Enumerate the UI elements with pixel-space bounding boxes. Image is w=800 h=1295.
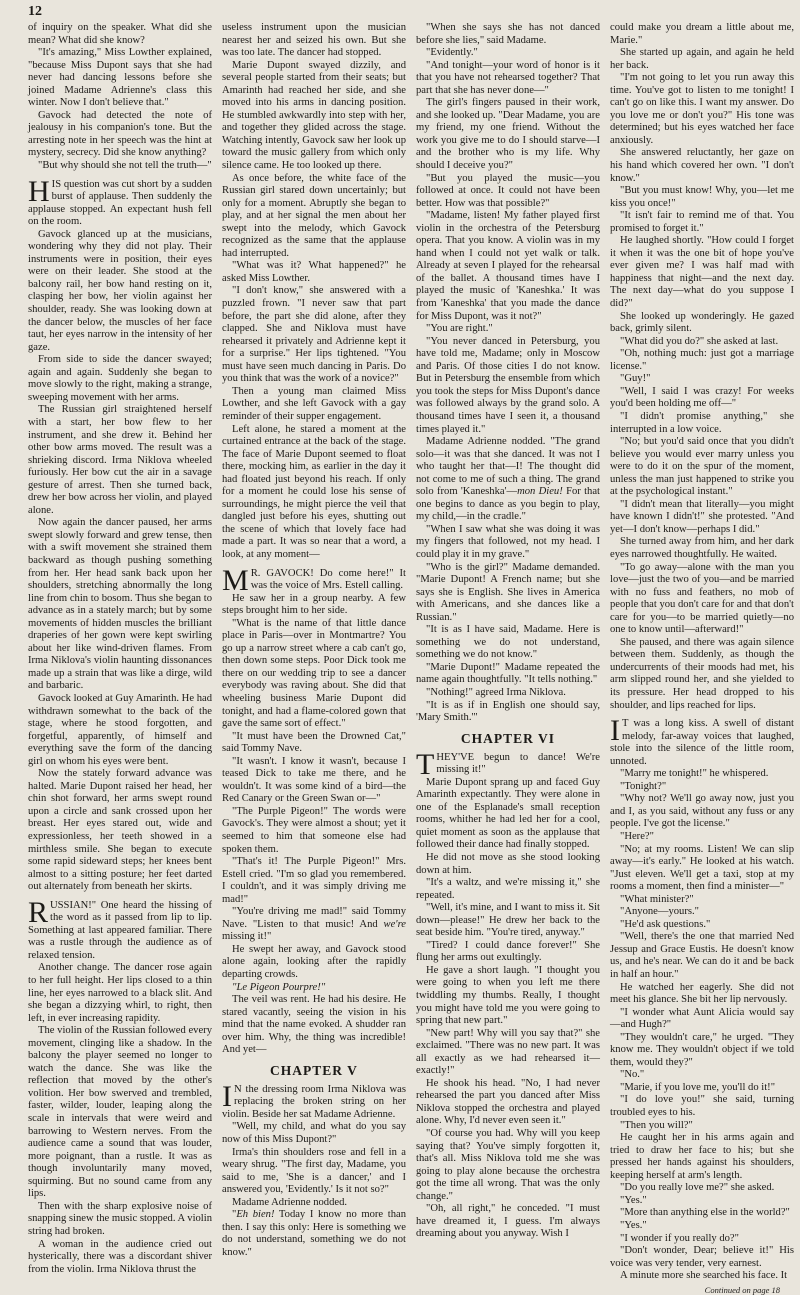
paragraph: "Then you will?" [620,1119,693,1131]
paragraph: He did not move as she stood looking down at him. [416,852,600,876]
continued-note: Continued on page 18 [704,1284,780,1295]
paragraph: "It's amazing," Miss Lowther explained, "because Miss Dupont says that she had never had dancing lessons before she joined Madame Adrienne's class this winter. Now I don't believe that." [28,47,212,109]
paragraph: He shook his head. "No, I had never rehearsed the part you danced after Miss Niklova stopped the orchestra and played alone. Why, I'd never even seen it." [416,1077,600,1127]
paragraph: "Guy!" [620,373,651,385]
paragraph: useless instrument upon the musician nearest her and seized his own. But she was too late. The dancer had stopped. [222,22,406,59]
section-break-paragraph: HIS question was cut short by a sudden burst of applause. Then suddenly the applause stopped. An expectant hush fell on the room. [28,174,212,228]
paragraph: "It must have been the Drowned Cat," said Tommy Nave. [222,730,406,755]
paragraph: "Madame, listen! My father played first violin in the orchestra of the Petersburg opera. That you know. A violin was in my hand when I could not yet walk or talk. Already at seven I played for the rehearsal of the ballet. A thousand times have I played the music of 'Kaneshka.' It was from 'Kaneshka' that you made the dance for Miss Dupont, was it not?" [416,210,600,322]
paragraph: "He'd ask questions." [620,918,711,930]
paragraph: She answered reluctantly, her gaze on his hand which covered her own. "I don't know." [610,147,794,184]
paragraph: He saw her in a group nearby. A few steps brought him to her side. [222,592,406,617]
paragraph: He watched her eagerly. She did not meet his glance. She bit her lip nervously. [610,981,794,1006]
paragraph: "You are right." [426,323,493,335]
drop-cap: I [610,714,620,748]
paragraph: Gavock looked at Guy Amarinth. He had withdrawn somewhat to the back of the stage, where he stood forgotten, and forgetful, apparently, of himself and everything save the form of the dancing girl on whom his eyes were bent. [28,692,212,767]
paragraph: "I wonder what Aunt Alicia would say —and Hugh?" [610,1006,794,1031]
paragraph: "But why should she not tell the truth—" [38,160,212,172]
section-break-paragraph: RUSSIAN!" One heard the hissing of the word as it passed from lip to lip. Something at last appeared familiar. There was a rustle through the audience as of relaxed tension. [28,895,212,961]
paragraph: "When she says she has not danced before she lies," said Madame. [416,22,600,46]
paragraph: A minute more she searched his face. It [620,1270,788,1282]
paragraph: "When I saw what she was doing it was my fingers that followed, not my head. I could play it in my grave." [416,523,600,560]
paragraph: She turned away from him, and her dark eyes narrowed thoughtfully. He waited. [610,536,794,560]
paragraph: "Marie, if you love me, you'll do it!" [620,1081,776,1093]
paragraph: Left alone, he stared a moment at the curtained entrance at the back of the stage. The face of Marie Dupont seemed to float there, mocking him, as earlier in the day it had floated just beyond his reach. If only for a moment he could lose his sense of surroundings, he might pierce the veil that dangled just before his eyes, shutting out the scene of which that lovely face had made a part. It was so near that a word, a look, at any moment— [222,423,406,560]
paragraph: "Well, there's the one that married Ned Jessup and Grace Eustis. He doesn't know us, and he's near. We can do it and be back in half an hour." [610,931,794,981]
paragraph: He laughed shortly. "How could I forget it when it was the one bit of hope you've ever given me? I was half mad with happiness that night—and the next day. The next day—what do you suppose I did?" [610,235,794,310]
paragraph: Another change. The dancer rose again to her full height. Her lips closed to a thin line, her eyes narrowed to a black slit. And she began a dizzying whirl, to right, then left, in ever increasing rapidity. [28,962,212,1024]
paragraph: "Yes." [620,1219,647,1231]
paragraph: Madame Adrienne nodded. [232,1196,348,1208]
paragraph: "I didn't promise anything," she interrupted in a low voice. [610,410,794,435]
drop-cap: T [416,747,435,781]
paragraph: Gavock glanced up at the musicians, wondering why they did not play. Their instruments were in position, their eyes were on their leader. She stood at the balcony rail, her bow hand resting on it, clasping her bow, her violin against her shoulder, ready. She was looking down at the dancer below, the muscles of her face taut, her eyes narrow in the intensity of her gaze. [28,228,212,353]
paragraph: "Well, I said I was crazy! For weeks you'd been holding me off—" [610,385,794,410]
drop-cap: R [28,895,49,929]
paragraph: "I don't know," she answered with a puzzled frown. "I never saw that part before, the part she did alone, after they clapped. She and Niklova must have rehearsed it privately and Adrienne kept it for a surprise." Her lips tightened. "You must have seen much dancing in Paris. Do you think that was the work of a novice?" [222,285,406,385]
paragraph: The violin of the Russian followed every movement, clinging like a shadow. In the balcony the player seemed no longer to watch the dance. She was like the reflection that moved by the other's volition. Her bow swerved and trembled, faster, wilder, louder, leaping along the scale in intervals that were weird and barrowing to Western nerves. From the audience came a sound that was louder, more poignant, than a rustle. It was as though involuntarily many moved, squirming. But no sound came from any lips. [28,1025,212,1200]
paragraph: "Anyone—yours." [620,906,699,918]
paragraph: "You never danced in Petersburg, you have told me, Madame; only in Moscow and Paris. Of those cities I do not know. But in Petersburg the ensemble from which you took the steps for Miss Dupont's dance was followed always by the grand solo. A thousand times have I seen it, a thousand times played it." [416,335,600,435]
paragraph: "I wonder if you really do?" [620,1232,739,1244]
paragraph: "To go away—alone with the man you love—just the two of you—and be married with no fuss and feathers, no mob of people that you don't care for and that don't care for you—to be married quietly—no one to know until—afterward!" [610,561,794,636]
paragraph: The veil was rent. He had his desire. He stared vacantly, seeing the vision in his mind that the name evoked. A shudder ran over him. Why, the thing was incredible! And yet— [222,994,406,1056]
paragraph: Madame Adrienne nodded. "The grand solo—it was that she danced. It was not I who taught her that—I! The thought did not come to me of such a thing. The grand solo from 'Kaneshka'—mon Dieu! For that one begins to dance as you begin to play, my child,—in the cradle." [416,436,601,523]
paragraph: "More than anything else in the world?" [620,1207,790,1219]
paragraph: A woman in the audience cried out hysterically, there was a discordant shiver from the violin. Irma Niklova thrust the [28,1238,212,1275]
paragraph: "No; at my rooms. Listen! We can slip away—it's early." He looked at his watch. "Just eleven. We'll get a taxi, stop at my rooms a moment, then find a minister—" [610,843,794,893]
paragraph: "It isn't fair to remind me of that. You promised to forget it." [610,210,794,234]
paragraph: "Well, my child, and what do you say now of this Miss Dupont?" [222,1121,406,1146]
paragraph: "I didn't mean that literally—you might have known I didn't!" she protested. "And yet—I don't know—perhaps I did." [610,498,794,535]
paragraph: "Le Pigeon Pourpre!" [232,981,326,993]
paragraph: "You're driving me mad!" said Tommy Nave. "Listen to that music! And we're missing it!" [222,906,406,943]
paragraph: "But you played the music—you followed at once. It could not have been better. How was that possible?" [416,172,600,209]
paragraph: "What was it? What happened?" he asked Miss Lowther. [222,260,406,284]
paragraph: "Well, it's mine, and I want to miss it. Sit down—please!" He drew her back to the seat beside him. "You're tired, anyway." [416,902,600,939]
paragraph: "Oh, all right," he conceded. "I must have dreamed it, I guess. I'm always dreaming about you anyway. Wish I [416,1203,600,1240]
paragraph: "What is the name of that little dance place in Paris—over in Montmartre? You go up a narrow street where a cab can't go, then down some steps. Poor Dick took me there on our wedding trip to see a dancer everybody was raving about. She did that wheeling business Marie Dupont did tonight, and had a flame-colored gown that gave the same sort of effect." [222,617,406,730]
paragraph: "That's it! The Purple Pigeon!" Mrs. Estell cried. "I'm so glad you remembered. I couldn't, and it was simply driving me mad!" [222,856,406,905]
paragraph: "Marry me tonight!" he whispered. [620,768,769,780]
column-2 [222,22,406,1295]
paragraph: "And tonight—your word of honor is it that you have not rehearsed together? That part that she has never done—" [416,59,600,96]
paragraph: "Tonight?" [620,780,667,792]
paragraph: Then a young man claimed Miss Lowther, and she left Gavock with a gay reminder of their supper engagement. [222,385,406,422]
paragraph: "Nothing!" agreed Irma Niklova. [426,686,566,698]
paragraph: "Oh, nothing much: just got a marriage license." [610,348,794,372]
paragraph: Marie Dupont sprang up and faced Guy Amarinth expectantly. They were alone in one of the Esplanade's small reception rooms, whither he had led her for a cool, quiet moment as soon as the applause that followed their dance had finally stopped. [416,776,600,851]
chapter-opening-paragraph: I N the dressing room Irma Niklova was replacing the broken string on her violin. Beside her sat Madame Adrienne. [222,1079,406,1120]
drop-cap: I [222,1079,232,1113]
paragraph: "It is as I have said, Madame. Here is something we do not understand, something we do not know." [416,624,600,661]
paragraph: "I'm not going to let you run away this time. You've got to listen to me tonight! I can't go on like this. I want my answer. Do you love me or don't you?" His tone was determined; but his eyes watched her face anxiously. [610,72,794,146]
drop-cap: M [222,563,249,597]
paragraph: "Don't wonder, Dear; believe it!" His voice was very tender, very earnest. [610,1245,794,1269]
paragraph: As once before, the white face of the Russian girl stared down uncertainly; but only for a moment. Abruptly she began to play, and at her signal the men about her swept into the melody, which Gavock recognized as the same that the applause had interrupted. [222,172,406,259]
paragraph: "It's a waltz, and we're missing it," she repeated. [416,877,600,901]
paragraph: The Russian girl straightened herself with a start, her bow flew to her instrument, and she drew it. Behind her other bow arms moved. The result was a shrieking discord. Irma Niklova wheeled furiously. Her bow cut the air in a savage gesture of arrest. Then she turned back, drew her bow across her violin, and played alone. [28,404,212,516]
paragraph: "Evidently." [426,47,478,59]
paragraph: "It is as if in English one should say, 'Mary Smith.'" [416,699,600,724]
paragraph: From side to side the dancer swayed; again and again. Suddenly she began to move slowly to the right, making a strange, sweeping movement with her arms. [28,354,212,403]
paragraph: "No." [620,1069,645,1081]
paragraph: "Of course you had. Why will you keep saying that? You've simply forgotten it, that's all. Miss Niklova told me she was going to play alone because the orchestra got the time all wrong. That was the only change." [416,1128,600,1202]
column-1 [28,22,212,1295]
paragraph: "Yes." [620,1194,647,1206]
paragraph: could make you dream a little about me, Marie." [610,22,794,46]
paragraph: He swept her away, and Gavock stood alone again, looking after the rapidly departing crowds. [222,943,406,981]
paragraph: Marie Dupont swayed dizzily, and several people started from their seats; but Amarinth had reached her side, and she moved into his arms in dancing position. He stumbled awkwardly into step with her, and together they glided across the stage. Watching intently, Gavock saw her look up toward the music gallery from which only silence came. He too looked up there. [222,59,406,172]
paragraph: She started up again, and again he held her back. [610,47,794,71]
drop-cap: H [28,174,50,208]
paragraph: "Here?" [620,831,654,842]
paragraph: "Who is the girl?" Madame demanded. "Marie Dupont! A French name; but she says she is English. She lives in America with Americans, and she dances like a Russian." [416,561,600,623]
paragraph: "Marie Dupont!" Madame repeated the name again thoughtfully. "It tells nothing." [416,661,600,686]
paragraph: "Why not? We'll go away now, just you and I, as you said, without any fuss or any people. I've got the license." [610,793,794,830]
paragraph: He caught her in his arms again and tried to draw her face to his; but she pressed her hands against his shoulders, keeping herself at arm's length. [610,1132,794,1181]
paragraph: She paused, and there was again silence between them. Suddenly, as though the undercurrents of their moods had met, his arm slipped round her, and she yielded to its pressure. Her head dropped to his shoulder, and lips reached for lips. [610,636,794,711]
paragraph: "Tired? I could dance forever!" She flung her arms out exultingly. [416,939,600,964]
paragraph: "New part! Why will you say that?" she exclaimed. "There was no new part. It was all exactly as we had rehearsed it—exactly!" [416,1027,600,1077]
paragraph: "What minister?" [620,893,694,905]
paragraph: He gave a short laugh. "I thought you were going to when you left me there twiddling my thumbs. Really, I thought you might have told me you were going to spring that new part." [416,964,600,1027]
paragraph: "What did you do?" she asked at last. [620,335,779,347]
chapter-heading: CHAPTER VI [460,730,556,746]
paragraph: Now the stately forward advance was halted. Marie Dupont raised her head, her chin shot forward, her arms swept round upon a circle and sank crossed upon her breast. Her eyes stared out, wide and expressionless, her teeth showed in a mirthless smile. She began to execute some rapid sideward steps; her knees bent almost to a sitting posture; her feet darted out alternately from beneath her skirts. [28,768,212,893]
paragraph: "Do you really love me?" she asked. [620,1182,775,1194]
paragraph: of inquiry on the speaker. What did she mean? What did she know? [28,22,212,46]
paragraph: "It wasn't. I know it wasn't, because I teased Dick to take me there, and he wouldn't. It was some kind of a bird—the Red Canary or the Green Swan or—" [222,755,406,805]
column-4 [610,22,794,1295]
page-number: 12 [28,4,42,19]
column-3 [416,22,600,1295]
paragraph: She looked up wonderingly. He gazed back, grimly silent. [610,310,794,335]
chapter-opening-paragraph: THEY'VE begun to dance! We're missing it!" [416,747,600,781]
article-columns [28,22,794,1295]
section-break-paragraph: M R. GAVOCK! Do come here!" It was the voice of Mrs. Estell calling. [222,563,406,597]
paragraph: The girl's fingers paused in their work, and she looked up. "Dear Madame, you are my friend, my one friend. Without the work you give me to do I should starve—I and the brother who is my life. Why should I deceive you?" [416,97,600,172]
chapter-heading: CHAPTER V [270,1062,358,1078]
paragraph: "No; but you'd said once that you didn't believe you would ever marry unless you were to do it on the spur of the moment, unless the man just happened to strike you at the psychological instant." [610,436,794,498]
paragraph: "They wouldn't care," he urged. "They know me. They wouldn't object if we told them, would they?" [610,1031,794,1068]
paragraph: Gavock had detected the note of jealousy in his companion's tone. But the arresting note in her speech was the hint at mystery, secrecy. Did she know anything? [28,109,212,159]
paragraph: "Eh bien! Today I know no more than then. I say this only: Here is something we do not understand, something we do not know." [222,1209,406,1258]
paragraph: "But you must know! Why, you—let me kiss you once!" [610,185,794,209]
paragraph: Then with the sharp explosive noise of snapping sinew the music stopped. A violin string had broken. [28,1200,212,1237]
paragraph: Irma's thin shoulders rose and fell in a weary shrug. "The first day, Madame, you said to me, 'She is a dancer,' and I answered you, 'Evidently.' Is it not so?" [222,1146,406,1196]
paragraph: "I do love you!" she said, turning troubled eyes to his. [610,1094,794,1119]
paragraph: "The Purple Pigeon!" The words were Gavock's. They were almost a shout; yet it seemed to him that someone else had spoken them. [222,805,406,855]
section-break-paragraph: I T was a long kiss. A swell of distant melody, far-away voices that laughed, stole into the silence of the little room, unnoted. [610,714,794,767]
paragraph: Now again the dancer paused, her arms swept slowly forward and grew tense, then with a swift movement she strained them backward as though pushing something from her. Her head sank back upon her shoulders, stretching abnormally the long line from chin to bosom. Thus she began to advance as in a stately march; but by some movements of hidden muscles the brilliant draperies of her gown were kept swirling about her like wind-driven flames. From Irma Niklova's violin haunting dissonances made up a strain that was like a dirge, wild and barbaric. [28,517,212,692]
